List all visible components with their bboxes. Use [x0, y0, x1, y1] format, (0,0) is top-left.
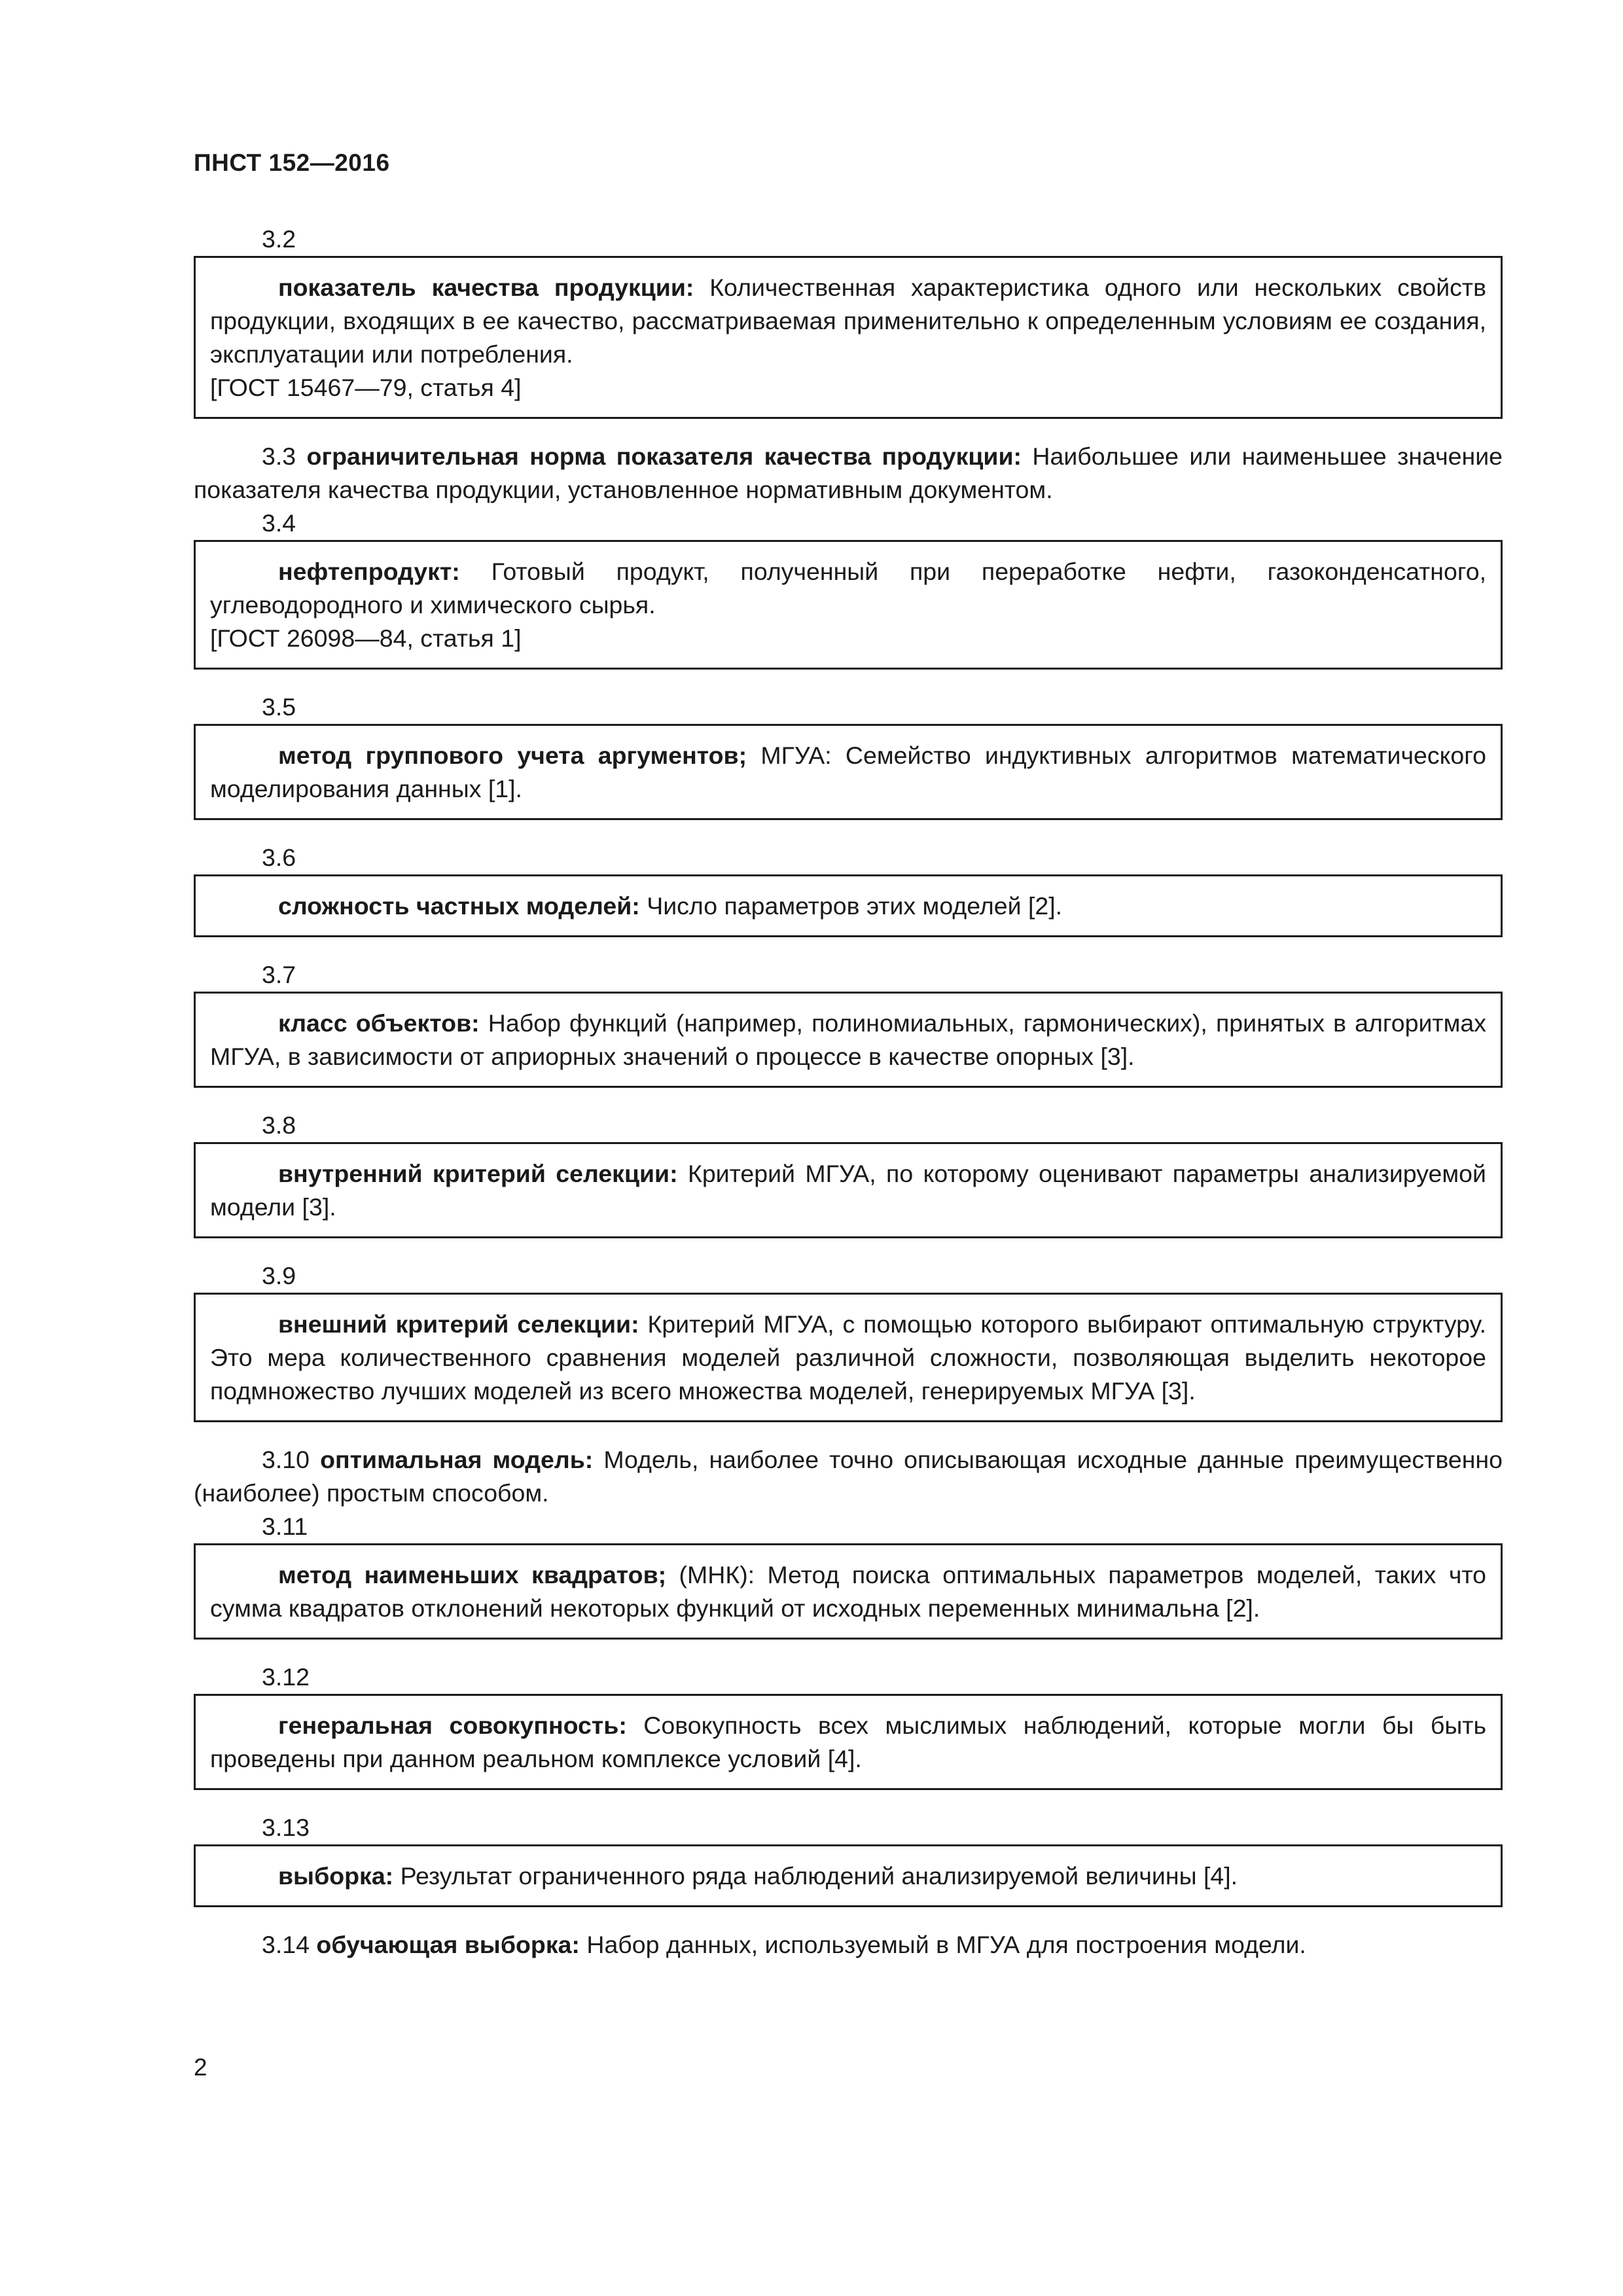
term-text: Наибольшее или наименьшее значение показателя качества продукции, установленное нормативным документом.: [194, 442, 1503, 503]
term-definition: [210, 1709, 1486, 1776]
term-name: внутренний критерий селекции:: [278, 1160, 678, 1187]
term-paragraph: [194, 1928, 1503, 1962]
term-definition-box: [194, 1844, 1503, 1907]
term-definition: [210, 739, 1486, 806]
term-number: 3.8: [262, 1111, 296, 1139]
term-text: Число параметров этих моделей [2].: [639, 892, 1063, 920]
term-definition-box: [194, 874, 1503, 937]
term-name: внешний критерий селекции:: [278, 1310, 639, 1338]
term-name: сложность частных моделей:: [278, 892, 640, 920]
term-definition: [210, 1157, 1486, 1224]
term-text: (МНК): Метод поиска оптимальных параметров моделей, таких что сумма квадратов отклонений некоторых функций от исходных переменных минимальна [2].: [210, 1561, 1486, 1622]
term-number: 3.2: [262, 225, 296, 253]
term-number: 3.9: [262, 1262, 296, 1289]
term-name: ограничительная норма показателя качества продукции:: [306, 442, 1022, 470]
term-number: 3.12: [262, 1663, 310, 1691]
term-text: Совокупность всех мыслимых наблюдений, которые могли бы быть проведены при данном реальном комплексе условий [4].: [210, 1712, 1486, 1772]
term-number: 3.5: [262, 693, 296, 721]
term-source: [ГОСТ 15467—79, статья 4]: [210, 374, 522, 401]
term-text: Количественная характеристика одного или нескольких свойств продукции, входящих в ее качество, рассматриваемая применительно к определенным условиям ее создания, эксплуатации или потребления.: [210, 274, 1486, 368]
term-text: Готовый продукт, полученный при переработке нефти, газоконденсатного, углеводородного и химического сырья.: [210, 558, 1486, 619]
term-text: МГУА: Семейство индуктивных алгоритмов математического моделирования данных [1].: [210, 742, 1486, 802]
term-definition-box: [194, 256, 1503, 419]
term-name: показатель качества продукции:: [278, 274, 694, 301]
document-code-header: ПНСТ 152—2016: [194, 149, 390, 176]
term-text: Набор данных, используемый в МГУА для построения модели.: [579, 1931, 1306, 1958]
term-name: класс объектов:: [278, 1009, 480, 1037]
term-definition-box: [194, 992, 1503, 1088]
term-text: Критерий МГУА, по которому оценивают параметры анализируемой модели [3].: [210, 1160, 1486, 1221]
term-text: Результат ограниченного ряда наблюдений анализируемой величины [4].: [393, 1862, 1238, 1890]
term-source: [ГОСТ 26098—84, статья 1]: [210, 624, 522, 652]
term-definition-box: [194, 1694, 1503, 1790]
term-definition: [210, 271, 1486, 371]
term-definition-box: [194, 1293, 1503, 1422]
term-definition: [210, 1859, 1486, 1893]
term-definition: [210, 1308, 1486, 1408]
term-name: оптимальная модель:: [320, 1446, 594, 1473]
term-name: выборка:: [278, 1862, 394, 1890]
term-number: 3.13: [262, 1814, 310, 1841]
term-definition: [210, 1007, 1486, 1073]
term-name: генеральная совокупность:: [278, 1712, 627, 1739]
term-number: 3.10: [262, 1446, 310, 1473]
term-text: Критерий МГУА, с помощью которого выбирают оптимальную структуру. Это мера количественного сравнения моделей различной сложности, позволяющая выделить некоторое подмножество лучших моделей из всего множества моделей, генерируемых МГУА [3].: [210, 1310, 1486, 1405]
term-number: 3.7: [262, 961, 296, 988]
term-number: 3.14: [262, 1931, 310, 1958]
term-paragraph: [194, 1443, 1503, 1510]
term-number: 3.3: [262, 442, 296, 470]
term-definition-box: [194, 540, 1503, 670]
term-definition-box: [194, 1543, 1503, 1640]
term-definition-box: [194, 724, 1503, 820]
terms-section: [194, 223, 1503, 1962]
term-text: Модель, наиболее точно описывающая исходные данные преимущественно (наиболее) простым способом.: [194, 1446, 1503, 1507]
term-definition: [210, 889, 1486, 923]
term-number: 3.4: [262, 509, 296, 537]
term-definition-box: [194, 1142, 1503, 1238]
term-number: 3.11: [262, 1513, 308, 1540]
term-name: обучающая выборка:: [316, 1931, 580, 1958]
page-number: 2: [194, 2054, 207, 2081]
term-text: Набор функций (например, полиномиальных, гармонических), принятых в алгоритмах МГУА, в зависимости от априорных значений о процессе в качестве опорных [3].: [210, 1009, 1486, 1070]
term-name: метод группового учета аргументов;: [278, 742, 747, 769]
term-definition: [210, 555, 1486, 622]
term-definition: [210, 1558, 1486, 1625]
term-name: нефтепродукт:: [278, 558, 460, 585]
term-number: 3.6: [262, 844, 296, 871]
term-paragraph: [194, 440, 1503, 507]
term-name: метод наименьших квадратов;: [278, 1561, 667, 1588]
